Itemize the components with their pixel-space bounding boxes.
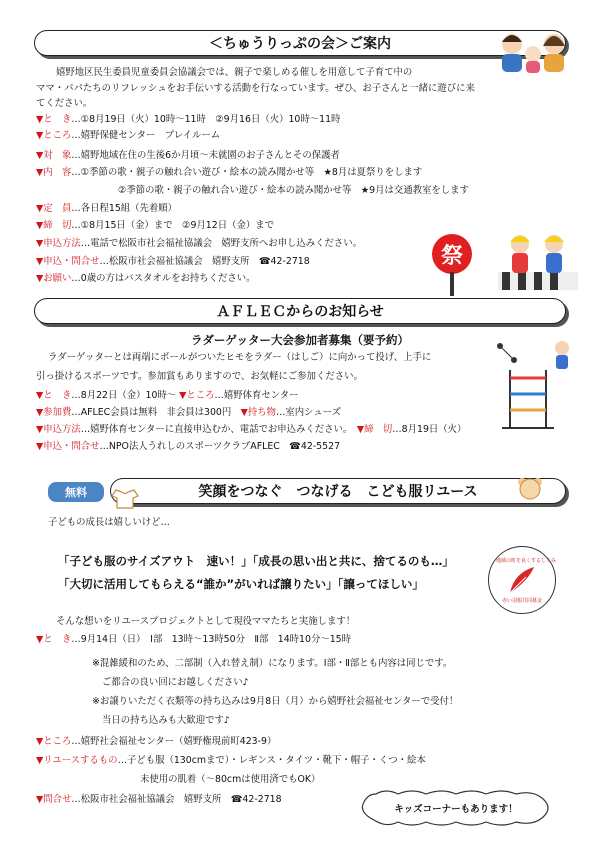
s2-row-apply: ▼申込方法…嬉野体育センターに直接申込むか、電話でお申込みください。 ▼締 切…8月19日（火） [36, 424, 467, 435]
s3-row-reuse: ▼リユースするもの…子ども服（130cmまで）・レギンス・タイツ・靴下・帽子・くつ・絵本 [36, 755, 426, 766]
section2-intro2: 引っ掛けるスポーツです。参加賞もありますので、お気軽にご参加ください。 [36, 371, 363, 382]
family-illustration [492, 28, 576, 74]
s1-row-target: ▼対 象…嬉野地域在住の生後6か月頃～未就園のお子さんとその保護者 [36, 150, 340, 161]
s3-note3: ※お譲りいただく衣類等の持ち込みは9月8日（月）から嬉野社会福祉センターで受付！ [92, 696, 459, 707]
kids-traffic-illustration [498, 228, 578, 290]
section2-title: ＡＦＬＥＣからのお知らせ [216, 304, 384, 320]
s3-row-when: ▼と き…9月14日（日） Ⅰ部 13時～13時50分 Ⅱ部 14時10分～15時 [36, 634, 352, 645]
section3-lead: 子どもの成長は嬉しいけど… [48, 517, 170, 528]
tshirt-icon [110, 488, 140, 510]
section1-intro2: ママ・パパたちのリフレッシュをお手伝いする活動を行なっています。ぜひ、お子さんと一緒に遊びに来 [36, 83, 475, 94]
bear-face-icon [516, 476, 544, 500]
s3-note4: 当日の持ち込みも大歓迎です♪ [102, 715, 230, 726]
ladder-getter-illustration [494, 340, 580, 438]
free-badge: 無料 [48, 482, 104, 502]
section2-subtitle: ラダーゲッター大会参加者募集（要予約） [191, 333, 409, 347]
s1-row-content: ▼内 容…①季節の歌・親子の触れ合い遊び・絵本の読み聞かせ等 ★8月は夏祭りをします [36, 167, 423, 178]
section3-title: 笑顔をつなぐ つなげる こども服リユース [198, 484, 478, 500]
s1-row-request: ▼お願い…0歳の方はバスタオルをお持ちください。 [36, 273, 256, 284]
quote-1: 「子ども服のサイズアウト 速い！」「成長の思い出と共に、捨てるのも…」 [58, 554, 454, 568]
s1-row-deadline: ▼締 切…①8月15日（金）まで ②9月12日（金）まで [36, 220, 274, 231]
section1-header [34, 30, 566, 56]
s3-note1: ※混雑緩和のため、二部制（入れ替え制）になります。Ⅰ部・Ⅱ部とも内容は同じです。 [92, 658, 453, 669]
s1-row-content2: ②季節の歌・親子の触れ合い遊び・絵本の読み聞かせ等 ★9月は交通教室をします [118, 185, 469, 196]
s3-row-reuse2: 未使用の肌着（～80cmは使用済でもOK） [140, 774, 321, 785]
section1-intro1: 嬉野地区民生委員児童委員会協議会では、親子で楽しめる催しを用意して子育て中の [56, 67, 413, 78]
section1-intro3: てください。 [36, 98, 93, 109]
section1-title: ＜ちゅうりっぷの会＞ご案内 [209, 36, 391, 52]
s3-row-contact: ▼問合せ…松阪市社会福祉協議会 嬉野支所 ☎42-2718 [36, 794, 282, 805]
fan-handle [450, 272, 454, 296]
s3-note2: ご都合の良い回にお越しください♪ [102, 677, 249, 688]
quote-2: 「大切に活用してもらえる“誰か”がいれば譲りたい」「譲ってほしい」 [58, 577, 424, 591]
matsuri-fan-icon: 祭 [432, 234, 472, 274]
s3-row-where: ▼ところ…嬉野社会福祉センター（嬉野権現前町423-9） [36, 736, 277, 747]
s2-row-contact: ▼申込・問合せ…NPO法人うれしのスポーツクラブAFLEC ☎42-5527 [36, 441, 341, 452]
s1-row-apply: ▼申込方法…電話で松阪市社会福祉協議会 嬉野支所へお申し込みください。 [36, 238, 362, 249]
s1-row-where: ▼ところ…嬉野保健センター プレイルーム [36, 130, 221, 141]
section3-statement: そんな想いをリユースプロジェクトとして現役ママたちと実施します！ [56, 616, 356, 627]
red-feather-icon [506, 565, 538, 595]
s1-row-capacity: ▼定 員…各日程15組（先着順） [36, 203, 178, 214]
section3-header [110, 478, 566, 504]
s1-row-contact: ▼申込・問合せ…松阪市社会福祉協議会 嬉野支所 ☎42-2718 [36, 256, 310, 267]
s1-row-when: ▼と き…①8月19日（火）10時～11時 ②9月16日（火）10時～11時 [36, 114, 341, 125]
s2-row-when: ▼と き…8月22日（金）10時～ ▼ところ…嬉野体育センター [36, 390, 299, 401]
s2-row-fee: ▼参加費…AFLEC会員は無料 非会員は300円 ▼持ち物…室内シューズ [36, 407, 341, 418]
section2-header [34, 298, 566, 324]
section2-intro1: ラダーゲッターとは両端にボールがついたヒモをラダー（はしご）に向かって投げ、上手に [48, 352, 432, 363]
kids-corner-text: キッズコーナーもあります！ [394, 804, 518, 815]
red-feather-stamp: 地域の町を良くするしくみ 赤い羽根共同募金 [488, 546, 556, 614]
